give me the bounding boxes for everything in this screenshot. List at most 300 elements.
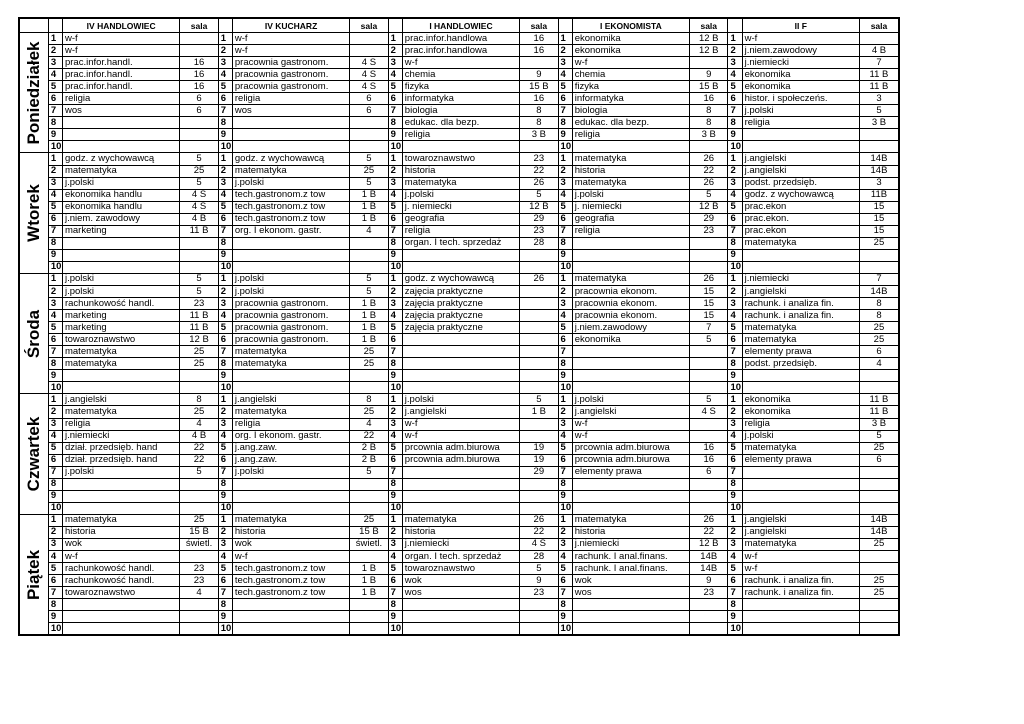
lesson-number: 3 [48,177,62,189]
subject-cell [62,502,179,514]
subject-cell: j.angielski [742,285,859,297]
subject-cell: rachunk. i analiza fin. [742,587,859,599]
lesson-row [19,285,899,297]
lesson-number: 6 [388,213,402,225]
room-cell: 25 [859,442,899,454]
room-cell [690,237,728,249]
subject-cell [742,129,859,141]
subject-cell: wos [402,587,519,599]
subject-cell [62,599,179,611]
room-cell [350,370,388,382]
lesson-row [19,611,899,623]
subject-cell: biologia [402,105,519,117]
room-cell [520,418,558,430]
room-cell: 4 B [859,45,899,57]
day-cell [19,394,48,514]
subject-cell [742,249,859,261]
column-header: sala [859,18,899,33]
subject-cell: tech.gastronom.z tow [232,189,349,201]
subject-cell [402,466,519,478]
subject-cell [232,611,349,623]
room-cell [520,346,558,358]
room-cell: 1 B [350,334,388,346]
room-cell: 4 S [350,69,388,81]
subject-cell: matematyka [742,538,859,550]
subject-cell: towaroznawstwo [62,334,179,346]
subject-cell: historia [232,526,349,538]
lesson-number: 1 [388,394,402,406]
subject-cell: matematyka [232,514,349,526]
room-cell [520,141,558,153]
lesson-number: 4 [218,310,232,322]
room-cell: 25 [859,587,899,599]
subject-cell: j.angielski [572,406,689,418]
subject-cell: tech.gastronom.z tow [232,575,349,587]
subject-cell: rachunk. I anal.finans. [572,563,689,575]
room-cell [690,430,728,442]
room-cell: 22 [180,454,218,466]
lesson-number: 9 [48,370,62,382]
lesson-number: 6 [388,93,402,105]
lesson-number: 3 [388,418,402,430]
room-cell [520,623,558,636]
subject-cell [742,599,859,611]
room-cell: 16 [520,93,558,105]
room-cell: 5 [859,105,899,117]
lesson-number: 8 [728,237,742,249]
room-cell: 22 [520,526,558,538]
room-cell [690,249,728,261]
subject-cell: matematyka [402,177,519,189]
lesson-number: 1 [558,153,572,165]
lesson-number: 1 [728,514,742,526]
room-cell [350,478,388,490]
subject-cell: matematyka [232,165,349,177]
room-cell: 6 [350,93,388,105]
subject-cell: j.polski [572,189,689,201]
lesson-number: 1 [218,394,232,406]
room-cell: 15 [859,213,899,225]
lesson-number: 4 [218,189,232,201]
subject-cell: matematyka [62,165,179,177]
lesson-number: 1 [218,153,232,165]
lesson-row [19,141,899,153]
subject-cell [62,611,179,623]
lesson-row [19,117,899,129]
subject-cell: edukac. dla bezp. [402,117,519,129]
room-cell: 12 B [690,45,728,57]
lesson-number: 1 [48,33,62,45]
room-cell: 26 [520,514,558,526]
subject-cell: ekonomika [572,33,689,45]
room-cell: 25 [350,406,388,418]
room-cell [690,141,728,153]
room-cell [690,418,728,430]
subject-cell: historia [62,526,179,538]
subject-cell [62,370,179,382]
lesson-number: 8 [218,117,232,129]
subject-cell [402,478,519,490]
room-cell: 22 [180,442,218,454]
room-cell [690,599,728,611]
room-cell: 1 B [350,201,388,213]
subject-cell: matematyka [62,358,179,370]
subject-cell: matematyka [742,442,859,454]
room-cell [859,478,899,490]
lesson-number: 4 [388,310,402,322]
lesson-number: 8 [48,599,62,611]
subject-cell: w-f [572,418,689,430]
subject-cell: matematyka [742,334,859,346]
subject-cell: org. I ekonom. gastr. [232,225,349,237]
room-cell: 1 B [350,310,388,322]
day-cell [19,153,48,273]
lesson-number: 2 [48,406,62,418]
lesson-number: 2 [728,45,742,57]
subject-cell: w-f [402,418,519,430]
subject-cell: matematyka [232,406,349,418]
subject-cell: rachunk. i analiza fin. [742,575,859,587]
room-cell: 5 [180,466,218,478]
room-cell: 25 [859,334,899,346]
room-cell: 5 [520,189,558,201]
lesson-number: 3 [388,177,402,189]
lesson-row [19,322,899,334]
lesson-number: 10 [558,623,572,636]
room-cell: 11 B [180,310,218,322]
schedule-header [19,18,899,33]
subject-cell: marketing [62,225,179,237]
lesson-number: 7 [48,587,62,599]
subject-cell: j.niemiecki [62,430,179,442]
lesson-row [19,201,899,213]
subject-cell: j.angielski [742,153,859,165]
lesson-number: 1 [558,273,572,285]
room-cell: 14B [859,514,899,526]
lesson-row [19,273,899,285]
lesson-number: 2 [728,285,742,297]
lesson-number: 8 [728,117,742,129]
subject-cell: rachunk. i analiza fin. [742,310,859,322]
subject-cell: prac.infor.handlowa [402,45,519,57]
lesson-row [19,334,899,346]
lesson-number: 5 [218,81,232,93]
subject-cell [572,611,689,623]
room-cell: 23 [180,298,218,310]
room-cell [859,466,899,478]
room-cell [859,33,899,45]
subject-cell: rachunkowość handl. [62,563,179,575]
column-header: sala [180,18,218,33]
room-cell: 26 [690,514,728,526]
column-header: sala [350,18,388,33]
lesson-number: 3 [558,177,572,189]
lesson-number: 1 [48,273,62,285]
lesson-number: 4 [388,430,402,442]
subject-cell: religia [62,93,179,105]
subject-cell: org. I ekonom. gastr. [232,430,349,442]
room-cell: 15 B [180,526,218,538]
subject-cell: marketing [62,310,179,322]
room-cell: 9 [690,69,728,81]
room-cell [180,490,218,502]
lesson-number: 7 [218,466,232,478]
room-cell: 25 [350,165,388,177]
subject-cell [402,358,519,370]
day-label: Czwartek [23,416,43,492]
subject-cell: pracownia gastronom. [232,310,349,322]
subject-cell: informatyka [572,93,689,105]
room-cell: 7 [859,273,899,285]
lesson-number: 5 [48,201,62,213]
room-cell: 26 [690,153,728,165]
room-cell: 14B [859,526,899,538]
subject-cell: elementy prawa [742,346,859,358]
subject-cell: pracownia ekonom. [572,285,689,297]
subject-cell [742,490,859,502]
subject-cell: wos [572,587,689,599]
lesson-number: 4 [558,189,572,201]
subject-cell [402,141,519,153]
lesson-row [19,466,899,478]
subject-cell: tech.gastronom.z tow [232,587,349,599]
room-cell [350,237,388,249]
subject-cell: j.angielski [742,514,859,526]
subject-cell: zajęcia praktyczne [402,285,519,297]
subject-cell: elementy prawa [572,466,689,478]
room-cell: 15 [859,225,899,237]
lesson-number: 9 [218,611,232,623]
room-cell: 4 S [350,81,388,93]
lesson-number: 8 [558,117,572,129]
day-header-cell [19,18,48,33]
subject-cell [572,249,689,261]
subject-cell: religia [572,129,689,141]
room-cell: 8 [859,298,899,310]
room-cell: 12 B [690,538,728,550]
lesson-number: 5 [558,563,572,575]
room-cell [859,141,899,153]
subject-cell [572,623,689,636]
room-cell [859,249,899,261]
lesson-number: 8 [388,358,402,370]
subject-cell [742,611,859,623]
subject-cell [572,261,689,273]
subject-cell: prcownia adm.biurowa [572,454,689,466]
subject-cell [402,346,519,358]
subject-cell: matematyka [62,346,179,358]
lesson-number: 3 [48,57,62,69]
day-label: Środa [23,309,43,358]
lesson-number: 10 [48,502,62,514]
room-cell: świetl. [350,538,388,550]
subject-cell: ekonomika [572,334,689,346]
lesson-number: 10 [558,502,572,514]
schedule-table [18,17,900,636]
subject-cell [62,490,179,502]
room-cell: 29 [690,213,728,225]
subject-cell: elementy prawa [742,454,859,466]
subject-cell [62,623,179,636]
lesson-row [19,623,899,636]
room-cell: 5 [690,189,728,201]
subject-cell: matematyka [572,177,689,189]
subject-cell: matematyka [572,273,689,285]
room-cell [859,129,899,141]
column-header: IV HANDLOWIEC [62,18,179,33]
lesson-number: 1 [388,153,402,165]
lesson-number: 8 [388,237,402,249]
lesson-number: 2 [728,526,742,538]
room-cell: 8 [180,394,218,406]
subject-cell [232,129,349,141]
lesson-number: 2 [388,45,402,57]
room-cell [520,322,558,334]
subject-cell: wok [572,575,689,587]
subject-cell: ekonomika handlu [62,201,179,213]
lesson-row [19,563,899,575]
room-cell: 15 [690,285,728,297]
room-cell [180,261,218,273]
lesson-number: 2 [558,45,572,57]
lesson-number: 5 [558,81,572,93]
room-cell: 22 [350,430,388,442]
lesson-number: 4 [48,189,62,201]
subject-cell: prcownia adm.biurowa [402,442,519,454]
lesson-number: 1 [218,33,232,45]
room-cell: 19 [520,442,558,454]
subject-cell [62,261,179,273]
subject-cell: rachunkowość handl. [62,298,179,310]
subject-cell [232,478,349,490]
room-cell [180,502,218,514]
subject-cell: godz. z wychowawcą [402,273,519,285]
subject-cell: towaroznawstwo [402,563,519,575]
room-cell: 8 [350,394,388,406]
room-cell: 23 [180,563,218,575]
subject-cell: rachunkowość handl. [62,575,179,587]
room-cell [520,298,558,310]
lesson-number: 3 [728,177,742,189]
lesson-number: 4 [558,310,572,322]
lesson-number: 3 [388,298,402,310]
subject-cell: dział. przedsięb. hand [62,454,179,466]
room-cell [690,370,728,382]
column-header: IV KUCHARZ [232,18,349,33]
lesson-number: 10 [48,623,62,636]
lesson-number: 9 [558,490,572,502]
room-cell: 26 [690,177,728,189]
subject-cell: rachunk. I anal.finans. [572,551,689,563]
subject-cell: godz. z wychowawcą [742,189,859,201]
subject-cell [62,478,179,490]
subject-cell: w-f [62,33,179,45]
room-cell: 22 [520,165,558,177]
room-cell: 4 B [180,430,218,442]
lesson-number: 2 [48,45,62,57]
subject-cell: j.polski [742,430,859,442]
subject-cell [62,117,179,129]
subject-cell [62,129,179,141]
lesson-number: 10 [388,502,402,514]
room-cell: 16 [520,45,558,57]
subject-cell: pracownia gastronom. [232,81,349,93]
room-cell [690,490,728,502]
lesson-row [19,514,899,526]
lesson-number: 8 [218,237,232,249]
room-cell: 15 B [350,526,388,538]
lesson-number: 3 [558,418,572,430]
room-cell [859,563,899,575]
room-cell: 6 [859,346,899,358]
lesson-number: 1 [48,514,62,526]
room-cell [520,249,558,261]
lesson-row [19,213,899,225]
lesson-row [19,430,899,442]
subject-cell: w-f [232,45,349,57]
room-cell: 14B [690,563,728,575]
lesson-number: 9 [388,370,402,382]
lesson-number: 6 [48,213,62,225]
lesson-number: 9 [558,611,572,623]
subject-cell [232,623,349,636]
room-cell: 14B [859,165,899,177]
lesson-number: 5 [218,322,232,334]
subject-cell: j.polski [232,466,349,478]
subject-cell [742,466,859,478]
subject-cell: religia [402,225,519,237]
lesson-row [19,490,899,502]
lesson-row [19,406,899,418]
room-cell [859,370,899,382]
lesson-number: 7 [218,105,232,117]
room-cell [180,249,218,261]
room-cell [350,502,388,514]
room-cell: 8 [690,117,728,129]
subject-cell [232,490,349,502]
subject-cell: j.niem.zawodowy [572,322,689,334]
lesson-number: 6 [728,454,742,466]
subject-cell: w-f [62,551,179,563]
subject-cell: j.angielski [62,394,179,406]
room-cell: 6 [180,93,218,105]
column-header [388,18,402,33]
lesson-number: 9 [48,249,62,261]
room-cell: 25 [180,358,218,370]
subject-cell: prac.infor.handl. [62,69,179,81]
subject-cell: ekonomika [742,81,859,93]
subject-cell: j.polski [62,285,179,297]
lesson-number: 9 [728,249,742,261]
subject-cell: w-f [742,563,859,575]
subject-cell: j.ang.zaw. [232,454,349,466]
subject-cell: w-f [402,430,519,442]
lesson-number: 6 [218,575,232,587]
subject-cell: w-f [572,57,689,69]
subject-cell: tech.gastronom.z tow [232,201,349,213]
room-cell [690,358,728,370]
room-cell [180,129,218,141]
room-cell: 5 [180,153,218,165]
subject-cell: religia [572,225,689,237]
room-cell: 12 B [180,334,218,346]
lesson-number: 9 [388,249,402,261]
subject-cell: wok [402,575,519,587]
room-cell [350,45,388,57]
subject-cell: pracownia gastronom. [232,69,349,81]
subject-cell: prac.ekon [742,201,859,213]
room-cell: 11 B [859,406,899,418]
